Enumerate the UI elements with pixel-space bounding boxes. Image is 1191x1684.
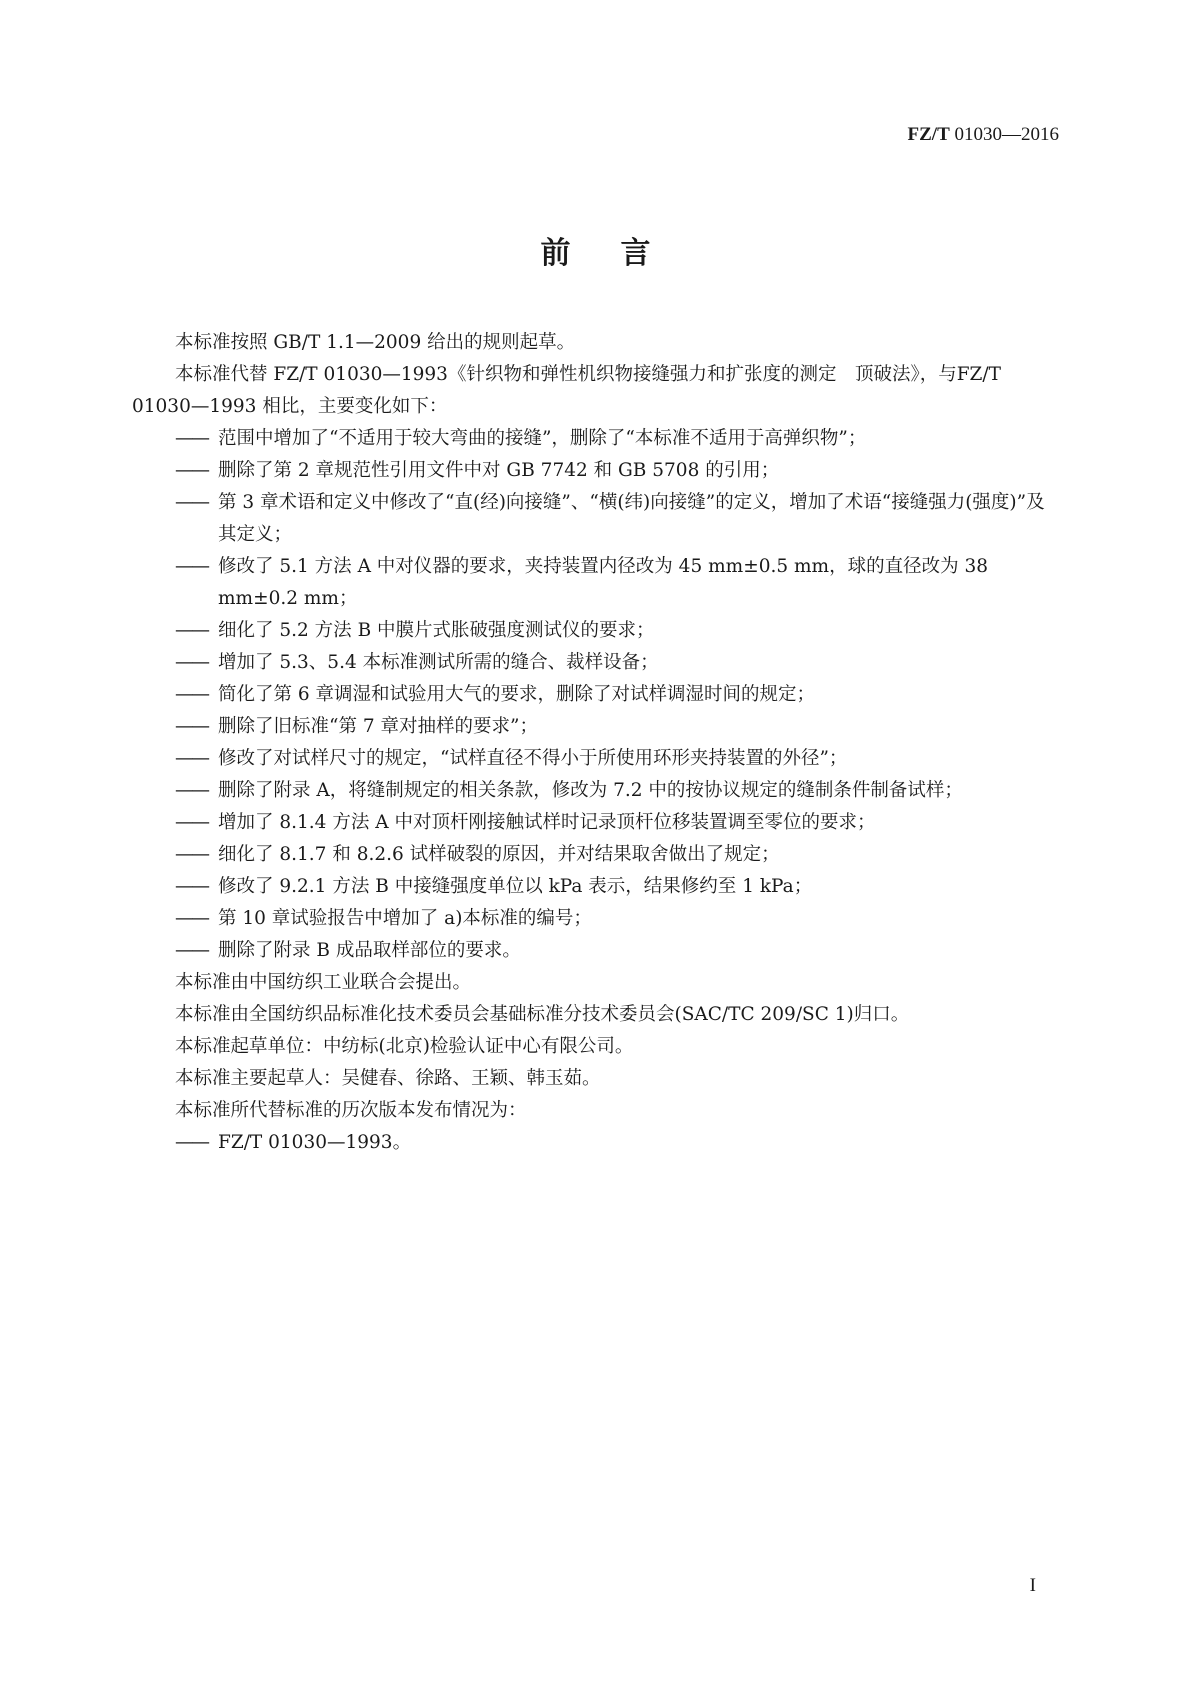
list-dash: —— [175,908,208,929]
list-dash: —— [175,460,208,481]
standard-code-prefix: FZ/T [907,124,950,145]
list-item [132,679,1059,711]
list-item [132,775,1059,807]
list-item-text: 修改了对试样尺寸的规定，“试样直径不得小于所使用环形夹持装置的外径”； [218,748,848,769]
proposer-paragraph: 本标准由中国纺织工业联合会提出。 [175,972,472,993]
list-item-text: 删除了附录 A，将缝制规定的相关条款，修改为 7.2 中的按协议规定的缝制条件制备试样； [218,780,963,801]
list-item-text: 修改了 9.2.1 方法 B 中接缝强度单位以 kPa 表示，结果修约至 1 kPa； [218,876,813,897]
list-item [132,839,1059,871]
list-item-text: 简化了第 6 章调湿和试验用大气的要求，删除了对试样调湿时间的规定； [218,684,816,705]
list-item [132,807,1059,839]
previous-version-text: FZ/T 01030—1993。 [218,1132,412,1153]
list-dash: —— [175,748,208,769]
list-item [132,871,1059,903]
list-item [132,487,1059,551]
standard-code [908,124,1059,146]
list-dash: —— [175,492,208,513]
list-item-text: 删除了附录 B 成品取样部位的要求。 [218,940,521,961]
list-dash: —— [175,428,208,449]
list-item-text: 细化了 8.1.7 和 8.2.6 试样破裂的原因，并对结果取舍做出了规定； [218,844,780,865]
list-dash: —— [175,876,208,897]
list-dash: —— [175,716,208,737]
list-item [132,423,1059,455]
committee-paragraph: 本标准由全国纺织品标准化技术委员会基础标准分技术委员会(SAC/TC 209/SC 1)归口。 [175,1004,910,1025]
list-item [132,647,1059,679]
list-dash: —— [175,940,208,961]
list-item-text: 范围中增加了“不适用于较大弯曲的接缝”，删除了“本标准不适用于高弹织物”； [218,428,867,449]
list-item-text: 删除了旧标准“第 7 章对抽样的要求”； [218,716,538,737]
previous-version-item [132,1127,1059,1159]
list-item-text: 增加了 8.1.4 方法 A 中对顶杆刚接触试样时记录顶杆位移装置调至零位的要求； [218,812,876,833]
list-dash: —— [175,1132,208,1153]
intro-paragraph-2: 本标准代替 FZ/T 01030—1993《针织物和弹性机织物接缝强力和扩张度的测定 顶破法》，与FZ/T 01030—1993 相比，主要变化如下： [132,364,1001,417]
list-item-text: 删除了第 2 章规范性引用文件中对 GB 7742 和 GB 5708 的引用； [218,460,780,481]
list-item-text: 第 3 章术语和定义中修改了“直(经)向接缝”、“横(纬)向接缝”的定义，增加了术语“接缝强力(强度)”及其定义； [218,492,1045,545]
list-dash: —— [175,556,208,577]
list-item-text: 增加了 5.3、5.4 本标准测试所需的缝合、裁样设备； [218,652,659,673]
list-item [132,903,1059,935]
list-item [132,935,1059,967]
standard-code-number: 01030—2016 [954,124,1059,145]
list-dash: —— [175,652,208,673]
list-item [132,551,1059,615]
page-title: 前言 [540,236,701,271]
list-item [132,455,1059,487]
drafters-paragraph: 本标准主要起草人：吴健春、徐路、王颖、韩玉茹。 [175,1068,601,1089]
list-item-text: 修改了 5.1 方法 A 中对仪器的要求，夹持装置内径改为 45 mm±0.5 mm，球的直径改为 38 mm±0.2 mm； [218,556,989,609]
list-dash: —— [175,620,208,641]
intro-paragraph-1: 本标准按照 GB/T 1.1—2009 给出的规则起草。 [175,332,576,353]
list-item-text: 第 10 章试验报告中增加了 a)本标准的编号； [218,908,592,929]
list-dash: —— [175,844,208,865]
list-item [132,743,1059,775]
versions-paragraph: 本标准所代替标准的历次版本发布情况为： [175,1100,527,1121]
list-dash: —— [175,780,208,801]
list-item-text: 细化了 5.2 方法 B 中膜片式胀破强度测试仪的要求； [218,620,655,641]
list-dash: —— [175,812,208,833]
changes-list [132,423,1059,967]
page-number: I [1029,1575,1036,1596]
list-item [132,711,1059,743]
list-dash: —— [175,684,208,705]
list-item [132,615,1059,647]
preface-body [132,327,1059,1159]
drafting-unit-paragraph: 本标准起草单位：中纺标(北京)检验认证中心有限公司。 [175,1036,634,1057]
